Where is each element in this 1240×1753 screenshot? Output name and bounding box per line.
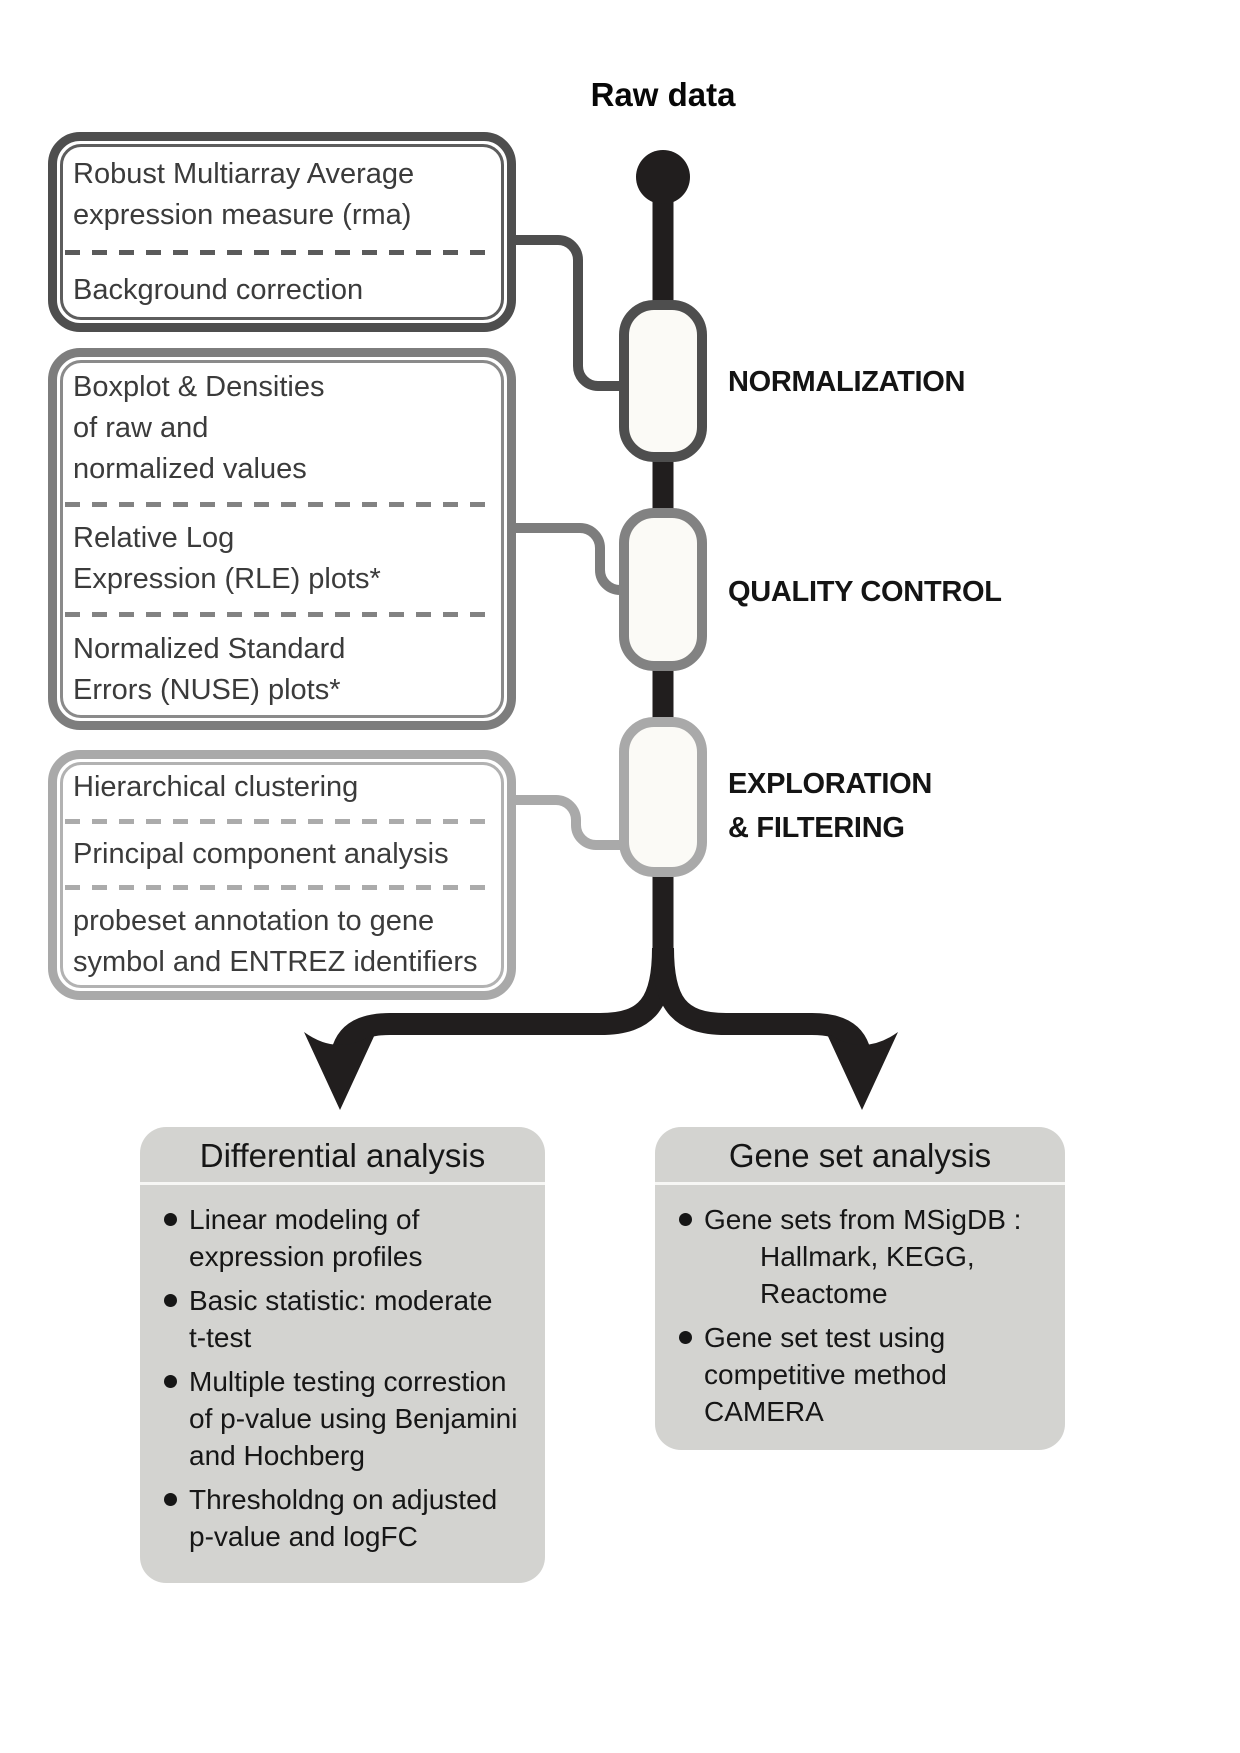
exploration-label xyxy=(728,762,932,850)
boxplot-section xyxy=(57,365,507,492)
normalization-node xyxy=(624,305,702,457)
method-line: probeset annotation to gene xyxy=(73,904,435,937)
bullet-line: p-value and logFC xyxy=(189,1521,418,1552)
method-line: Normalized Standard xyxy=(73,633,346,666)
connector-exploration xyxy=(516,800,624,845)
background-correction-section xyxy=(57,268,507,313)
nuse-section xyxy=(57,627,507,713)
dashed-separator xyxy=(65,250,495,255)
bullet-icon xyxy=(164,1493,177,1506)
panel-title: Gene set analysis xyxy=(728,1137,992,1174)
bullet-icon xyxy=(164,1213,177,1226)
exploration-label-line1: EXPLORATION xyxy=(728,768,933,800)
connector-normalization xyxy=(516,240,624,386)
pca-section xyxy=(57,832,507,877)
connector-quality-control xyxy=(516,528,624,590)
bullet-line: Reactome xyxy=(760,1278,888,1309)
bullet-line: Thresholdng on adjusted xyxy=(189,1484,498,1515)
dashed-separator xyxy=(65,612,495,617)
normalization-methods-box xyxy=(48,132,516,332)
method-line: Background correction xyxy=(73,273,364,306)
bullet-icon xyxy=(679,1213,692,1226)
bullet-line: t-test xyxy=(189,1322,252,1353)
method-line: Boxplot & Densities xyxy=(73,370,325,403)
panel-body xyxy=(655,1185,1065,1445)
method-line: Principal component analysis xyxy=(73,837,449,870)
gene-set-analysis-panel xyxy=(655,1127,1065,1450)
bullet-icon xyxy=(164,1294,177,1307)
normalization-label: NORMALIZATION xyxy=(728,366,966,398)
list-item xyxy=(679,1201,1057,1312)
exploration-methods-box xyxy=(48,750,516,1000)
list-item xyxy=(164,1201,537,1275)
rma-section xyxy=(57,152,507,238)
bullet-line: Basic statistic: moderate xyxy=(189,1285,493,1316)
clustering-section xyxy=(57,765,507,810)
dashed-separator xyxy=(65,819,495,824)
bullet-line: Gene sets from MSigDB : xyxy=(704,1204,1022,1235)
bullet-line: expression profiles xyxy=(189,1241,423,1272)
bullet-line: Gene set test using xyxy=(704,1322,946,1353)
panel-title: Differential analysis xyxy=(199,1137,486,1174)
method-line: Relative Log xyxy=(73,522,235,555)
method-line: Errors (NUSE) plots* xyxy=(73,674,341,707)
raw-data-dot xyxy=(636,150,690,204)
bullet-line: Multiple testing correstion xyxy=(189,1366,507,1397)
exploration-node xyxy=(624,722,702,872)
method-line: Expression (RLE) plots* xyxy=(73,563,381,596)
annotation-section xyxy=(57,899,507,985)
bullet-line: Hallmark, KEGG, xyxy=(760,1241,975,1272)
bullet-line: competitive method xyxy=(704,1359,947,1390)
list-item xyxy=(164,1363,537,1474)
dashed-separator xyxy=(65,885,495,890)
list-item xyxy=(164,1282,537,1356)
method-line: Hierarchical clustering xyxy=(73,771,359,804)
branch-right xyxy=(663,948,862,1070)
bullet-line: of p-value using Benjamini xyxy=(189,1403,518,1434)
dashed-separator xyxy=(65,502,495,507)
bullet-line: and Hochberg xyxy=(189,1440,365,1471)
exploration-label-line2: & FILTERING xyxy=(728,812,905,844)
method-line: normalized values xyxy=(73,452,307,485)
panel-body xyxy=(140,1185,545,1570)
differential-analysis-panel xyxy=(140,1127,545,1583)
raw-data-label: Raw data xyxy=(590,76,736,113)
rle-section xyxy=(57,516,507,602)
bullet-icon xyxy=(164,1375,177,1388)
method-line: Robust Multiarray Average xyxy=(73,157,415,190)
bullet-line: CAMERA xyxy=(704,1396,824,1427)
list-item xyxy=(679,1319,1057,1430)
method-line: expression measure (rma) xyxy=(73,198,412,231)
quality-control-node xyxy=(624,513,702,666)
method-line: of raw and xyxy=(73,411,209,444)
quality-control-methods-box xyxy=(48,348,516,730)
bullet-line: Linear modeling of xyxy=(189,1204,420,1235)
quality-control-label: QUALITY CONTROL xyxy=(728,576,1002,608)
list-item xyxy=(164,1481,537,1555)
bullet-icon xyxy=(679,1331,692,1344)
method-line: symbol and ENTREZ identifiers xyxy=(73,945,478,978)
